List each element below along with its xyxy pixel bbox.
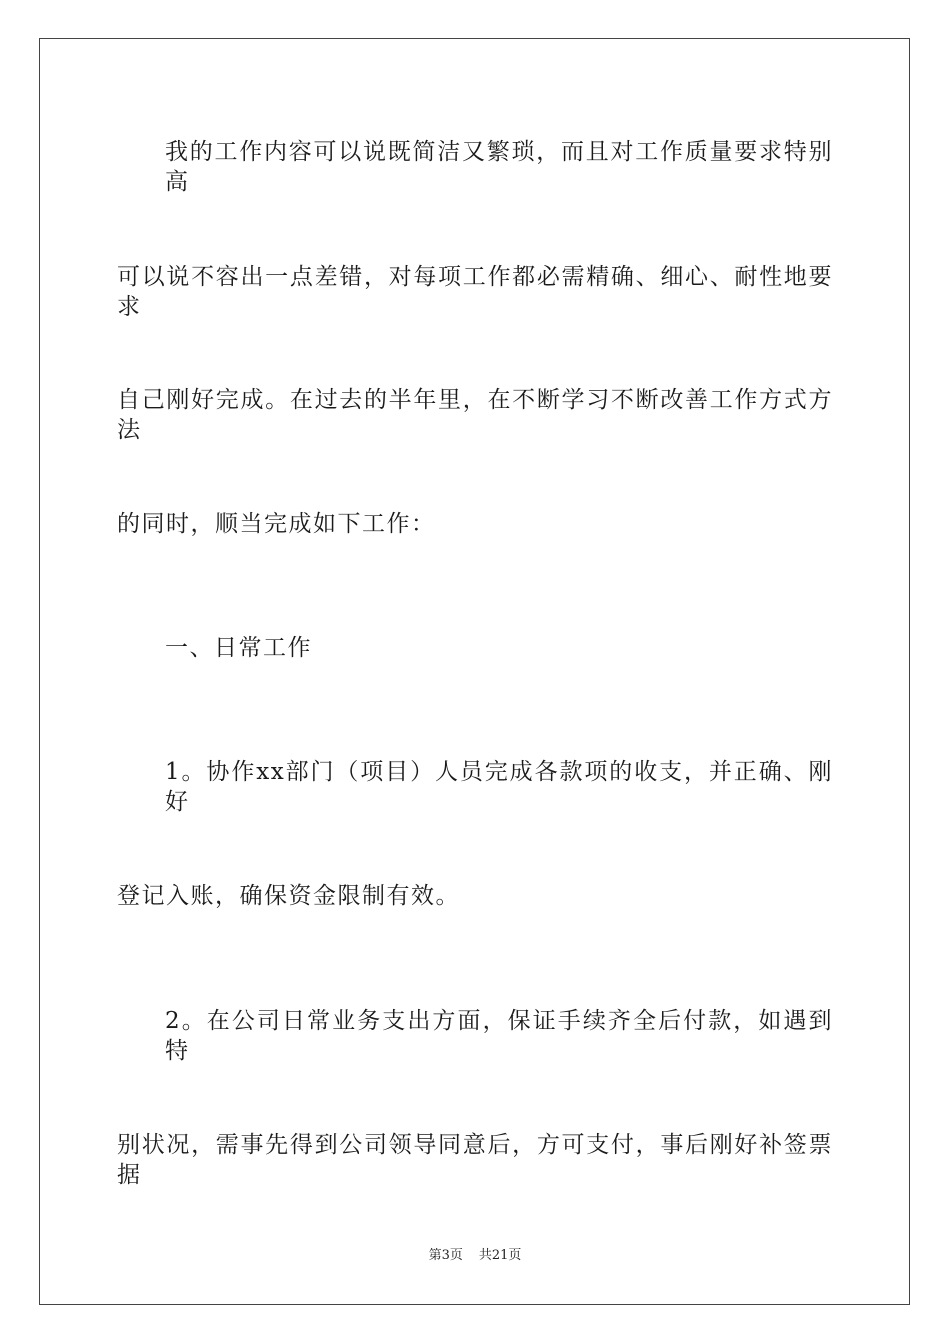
body-line-9: 别状况，需事先得到公司领导同意后，方可支付，事后刚好补签票据 xyxy=(117,1132,833,1188)
page-number: 第3页 xyxy=(428,1248,463,1263)
body-line-7: 登记入账，确保资金限制有效。 xyxy=(117,883,460,909)
page-footer xyxy=(0,1247,950,1265)
section-heading: 一、日常工作 xyxy=(165,635,312,661)
page-border xyxy=(39,38,910,1305)
body-line-8: 2。在公司日常业务支出方面，保证手续齐全后付款，如遇到特 xyxy=(165,1008,833,1064)
body-line-3: 自己刚好完成。在过去的半年里，在不断学习不断改善工作方式方法 xyxy=(117,387,833,443)
body-line-6: 1。协作xx部门（项目）人员完成各款项的收支，并正确、刚好 xyxy=(165,759,833,815)
body-line-4: 的同时，顺当完成如下工作： xyxy=(117,511,436,537)
body-line-1: 我的工作内容可以说既简洁又繁琐，而且对工作质量要求特别高 xyxy=(165,139,833,195)
body-line-2: 可以说不容出一点差错，对每项工作都必需精确、细心、耐性地要求 xyxy=(117,264,833,320)
page-total: 共21页 xyxy=(478,1248,522,1263)
